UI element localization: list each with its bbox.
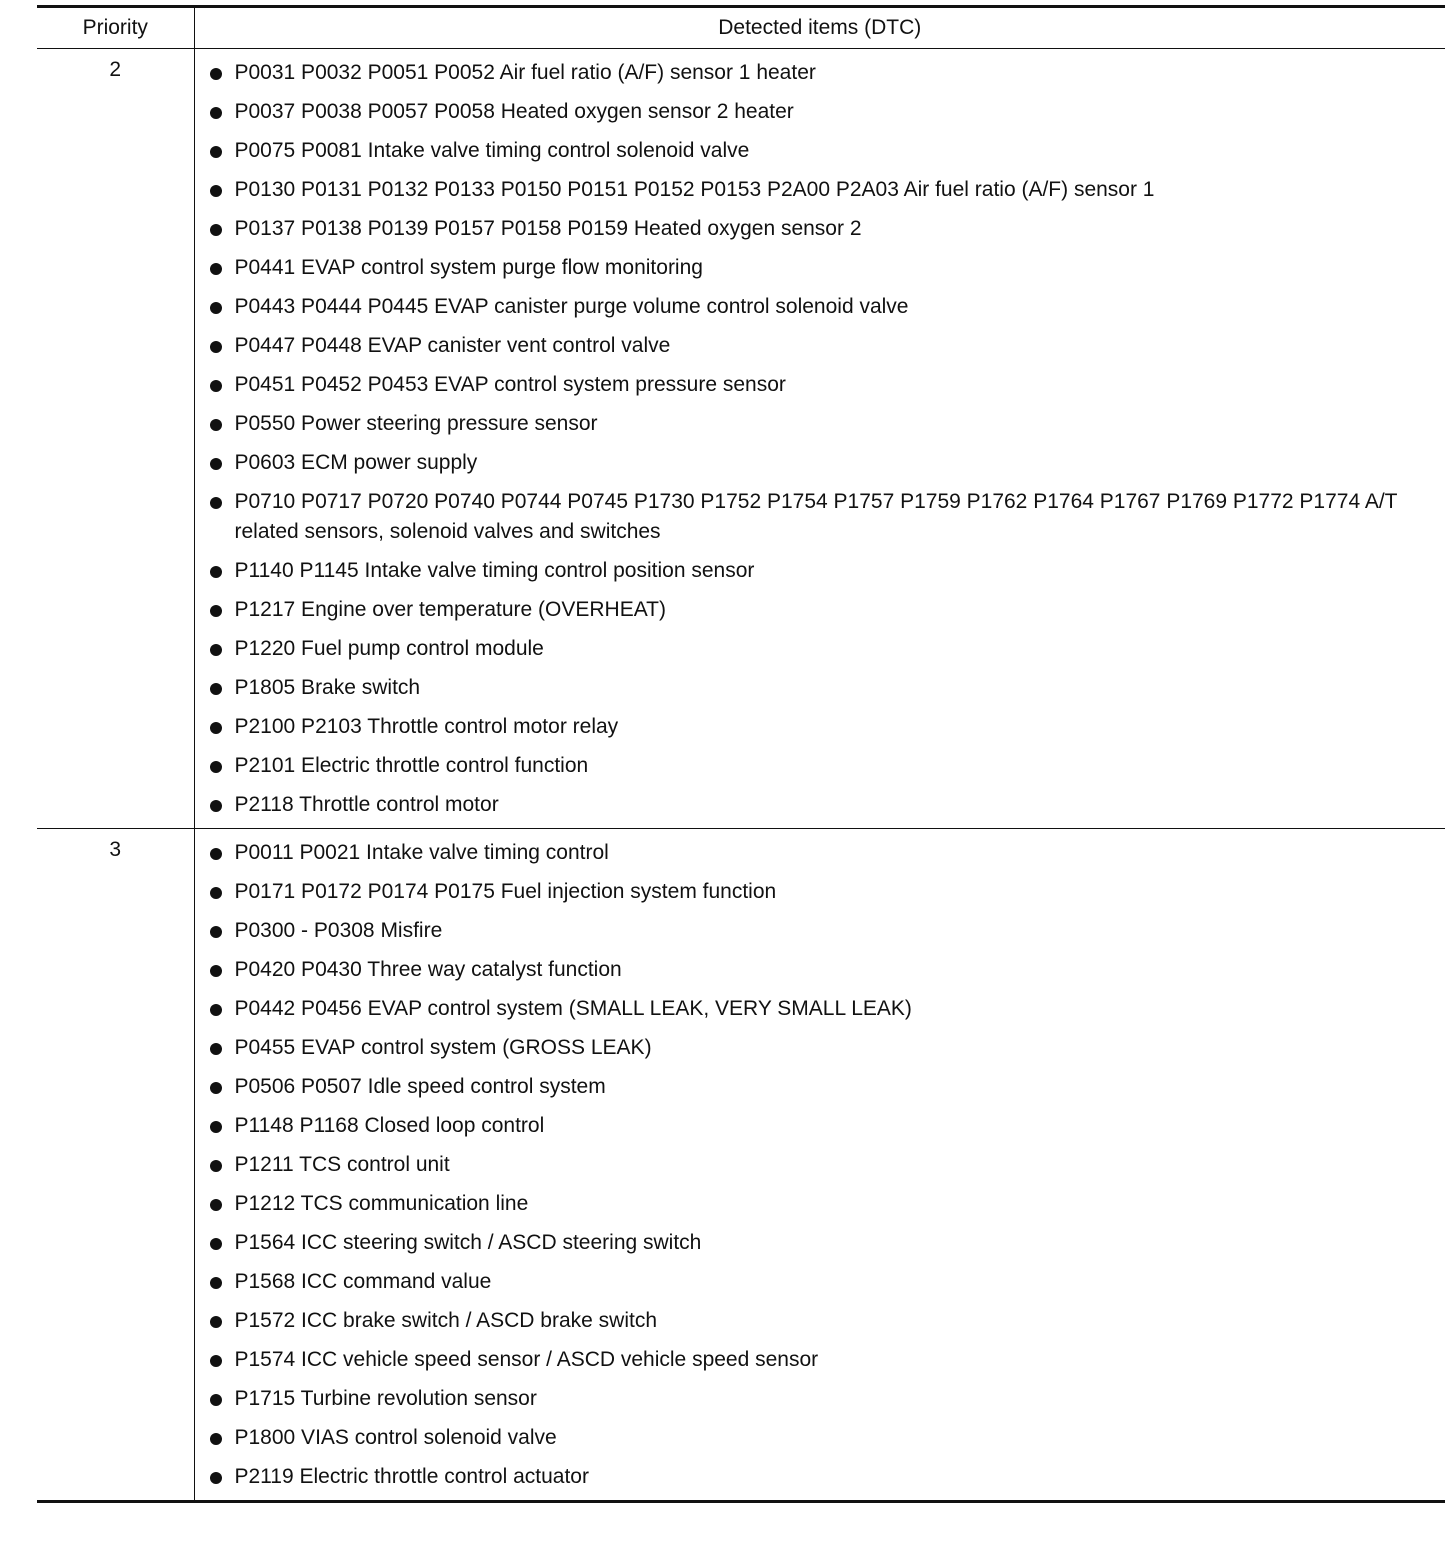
list-item: [195, 673, 1446, 703]
bullet-icon: [210, 965, 222, 977]
dtc-list: [195, 829, 1446, 1500]
list-item: [195, 1111, 1446, 1141]
list-item: [195, 751, 1446, 781]
dtc-item-text: P1568 ICC command value: [234, 1270, 492, 1293]
dtc-priority-table: [37, 5, 1445, 1503]
bullet-icon: [210, 1160, 222, 1172]
dtc-item-text: P0451 P0452 P0453 EVAP control system pressure sensor: [234, 373, 786, 396]
detected-items-cell: [194, 829, 1445, 1502]
priority-group-row: [37, 49, 1445, 829]
list-item: [195, 136, 1446, 166]
bullet-icon: [210, 341, 222, 353]
bullet-icon: [210, 761, 222, 773]
bullet-icon: [210, 605, 222, 617]
bullet-icon: [210, 1082, 222, 1094]
list-item: [195, 712, 1446, 742]
dtc-item-text: P0075 P0081 Intake valve timing control solenoid valve: [234, 139, 750, 162]
bullet-icon: [210, 1043, 222, 1055]
header-detected-items: Detected items (DTC): [194, 7, 1445, 49]
table-header-row: [37, 7, 1445, 49]
bullet-icon: [210, 224, 222, 236]
dtc-item-text: P1574 ICC vehicle speed sensor / ASCD vehicle speed sensor: [234, 1348, 819, 1371]
list-item: [195, 487, 1446, 547]
list-item: [195, 1033, 1446, 1063]
bullet-icon: [210, 1394, 222, 1406]
dtc-item-text: P0130 P0131 P0132 P0133 P0150 P0151 P0152 P0153 P2A00 P2A03 Air fuel ratio (A/F) sensor 1: [234, 178, 1155, 201]
bullet-icon: [210, 497, 222, 509]
list-item: [195, 877, 1446, 907]
dtc-item-text: P1715 Turbine revolution sensor: [234, 1387, 537, 1410]
dtc-item-text: P2100 P2103 Throttle control motor relay: [234, 715, 619, 738]
bullet-icon: [210, 146, 222, 158]
list-item: [195, 448, 1446, 478]
bullet-icon: [210, 185, 222, 197]
bullet-icon: [210, 1121, 222, 1133]
list-item: [195, 1384, 1446, 1414]
list-item: [195, 1189, 1446, 1219]
dtc-item-text: P2101 Electric throttle control function: [234, 754, 589, 777]
header-priority: Priority: [37, 7, 194, 49]
list-item: [195, 838, 1446, 868]
list-item: [195, 1423, 1446, 1453]
list-item: [195, 634, 1446, 664]
bullet-icon: [210, 683, 222, 695]
list-item: [195, 556, 1446, 586]
bullet-icon: [210, 458, 222, 470]
bullet-icon: [210, 887, 222, 899]
detected-items-cell: [194, 49, 1445, 829]
list-item: [195, 253, 1446, 283]
dtc-item-text: P1572 ICC brake switch / ASCD brake switch: [234, 1309, 658, 1332]
dtc-item-text: P0137 P0138 P0139 P0157 P0158 P0159 Heated oxygen sensor 2: [234, 217, 862, 240]
bullet-icon: [210, 644, 222, 656]
bullet-icon: [210, 1199, 222, 1211]
dtc-item-text: P0550 Power steering pressure sensor: [234, 412, 598, 435]
list-item: [195, 1306, 1446, 1336]
bullet-icon: [210, 419, 222, 431]
list-item: [195, 409, 1446, 439]
bullet-icon: [210, 848, 222, 860]
bullet-icon: [210, 263, 222, 275]
bullet-icon: [210, 107, 222, 119]
dtc-item-text: P0506 P0507 Idle speed control system: [234, 1075, 606, 1098]
bullet-icon: [210, 1472, 222, 1484]
list-item: [195, 1150, 1446, 1180]
list-item: [195, 1345, 1446, 1375]
dtc-item-text: P0171 P0172 P0174 P0175 Fuel injection system function: [234, 880, 777, 903]
dtc-item-text: P0037 P0038 P0057 P0058 Heated oxygen sensor 2 heater: [234, 100, 794, 123]
dtc-item-text: P1564 ICC steering switch / ASCD steering switch: [234, 1231, 702, 1254]
bullet-icon: [210, 1277, 222, 1289]
priority-group-row: [37, 829, 1445, 1502]
bullet-icon: [210, 1316, 222, 1328]
dtc-item-text: P0441 EVAP control system purge flow monitoring: [234, 256, 703, 279]
bullet-icon: [210, 1004, 222, 1016]
bullet-icon: [210, 302, 222, 314]
bullet-icon: [210, 1238, 222, 1250]
dtc-item-text: P0447 P0448 EVAP canister vent control valve: [234, 334, 671, 357]
bullet-icon: [210, 1433, 222, 1445]
list-item: [195, 214, 1446, 244]
dtc-item-text: P0420 P0430 Three way catalyst function: [234, 958, 622, 981]
dtc-item-text: P2119 Electric throttle control actuator: [234, 1465, 589, 1488]
dtc-item-text: P0031 P0032 P0051 P0052 Air fuel ratio (A/F) sensor 1 heater: [234, 61, 816, 84]
list-item: [195, 790, 1446, 820]
priority-value: 3: [37, 829, 194, 1502]
bullet-icon: [210, 800, 222, 812]
list-item: [195, 994, 1446, 1024]
dtc-item-text: P1211 TCS control unit: [234, 1153, 450, 1176]
list-item: [195, 955, 1446, 985]
dtc-list: [195, 49, 1446, 828]
bullet-icon: [210, 566, 222, 578]
list-item: [195, 58, 1446, 88]
dtc-item-text: P1212 TCS communication line: [234, 1192, 529, 1215]
dtc-item-text: P0710 P0717 P0720 P0740 P0744 P0745 P1730 P1752 P1754 P1757 P1759 P1762 P1764 P1767 P1769 P1772 P1774 A/T related sensors, solenoid valves and switches: [234, 490, 1398, 543]
dtc-item-text: P1220 Fuel pump control module: [234, 637, 544, 660]
list-item: [195, 1267, 1446, 1297]
dtc-item-text: P1800 VIAS control solenoid valve: [234, 1426, 557, 1449]
bullet-icon: [210, 722, 222, 734]
dtc-item-text: P2118 Throttle control motor: [234, 793, 499, 816]
dtc-item-text: P1805 Brake switch: [234, 676, 421, 699]
bullet-icon: [210, 68, 222, 80]
dtc-item-text: P0300 - P0308 Misfire: [234, 919, 443, 942]
priority-value: 2: [37, 49, 194, 829]
dtc-item-text: P1148 P1168 Closed loop control: [234, 1114, 545, 1137]
dtc-item-text: P0443 P0444 P0445 EVAP canister purge volume control solenoid valve: [234, 295, 909, 318]
dtc-item-text: P1140 P1145 Intake valve timing control position sensor: [234, 559, 755, 582]
list-item: [195, 1228, 1446, 1258]
dtc-item-text: P1217 Engine over temperature (OVERHEAT): [234, 598, 666, 621]
list-item: [195, 292, 1446, 322]
list-item: [195, 595, 1446, 625]
bullet-icon: [210, 1355, 222, 1367]
bullet-icon: [210, 380, 222, 392]
list-item: [195, 370, 1446, 400]
list-item: [195, 1462, 1446, 1492]
bullet-icon: [210, 926, 222, 938]
list-item: [195, 916, 1446, 946]
list-item: [195, 175, 1446, 205]
dtc-item-text: P0442 P0456 EVAP control system (SMALL LEAK, VERY SMALL LEAK): [234, 997, 912, 1020]
dtc-item-text: P0455 EVAP control system (GROSS LEAK): [234, 1036, 652, 1059]
table-body: [37, 49, 1445, 1502]
list-item: [195, 331, 1446, 361]
list-item: [195, 1072, 1446, 1102]
dtc-item-text: P0603 ECM power supply: [234, 451, 478, 474]
list-item: [195, 97, 1446, 127]
dtc-item-text: P0011 P0021 Intake valve timing control: [234, 841, 609, 864]
